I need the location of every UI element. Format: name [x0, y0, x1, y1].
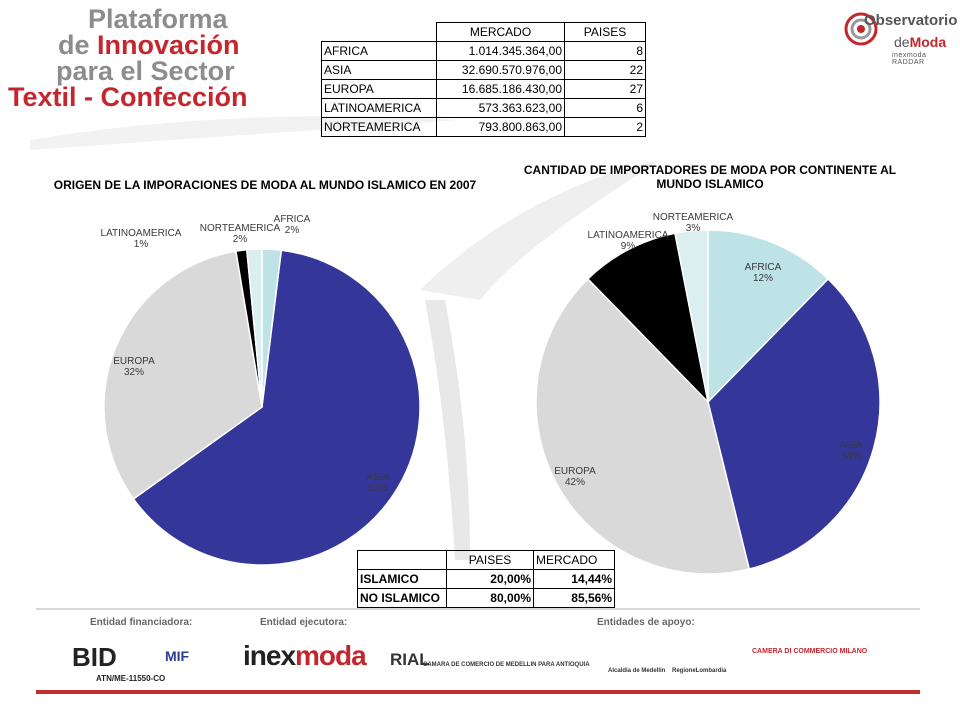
slice-pct-africa: 2%	[284, 225, 300, 236]
chart-title-origen: ORIGEN DE LA IMPORACIONES DE MODA AL MUNDO ISLAMICO EN 2007	[53, 178, 477, 192]
table-cell: AFRICA	[322, 42, 437, 61]
table-cell: 32.690.570.976,00	[437, 61, 565, 80]
slice-pct-asia: 34%	[840, 451, 862, 462]
alcaldia-logo: Alcaldía de Medellín	[608, 668, 666, 674]
slice-pct-latinoamerica: 1%	[133, 239, 149, 250]
table-cell: 20,00%	[447, 570, 534, 589]
bid-logo: BID	[72, 642, 117, 672]
table-cell: 16.685.186.430,00	[437, 80, 565, 99]
table-cell: 1.014.345.364,00	[437, 42, 565, 61]
table-cell: 80,00%	[447, 589, 534, 608]
footer-red-line	[36, 690, 920, 694]
slice-pct-europa: 32%	[123, 367, 145, 378]
slice-label-africa: AFRICA	[744, 262, 782, 273]
slice-label-latinoamerica: LATINOAMERICA	[587, 230, 669, 241]
slice-label-norteamerica: NORTEAMERICA	[652, 212, 734, 223]
slice-pct-europa: 42%	[564, 477, 586, 488]
table-cell: NORTEAMERICA	[322, 118, 437, 137]
table-cell: 793.800.863,00	[437, 118, 565, 137]
logo-sub-text: inexmoda RADDAR	[892, 52, 927, 66]
slice-label-europa: EUROPA	[113, 356, 155, 367]
observatorio-text: Observatorio	[864, 12, 958, 29]
pie-chart-1	[536, 212, 880, 574]
table-header-cell	[358, 551, 447, 570]
de-moda-text: deModa	[894, 34, 947, 50]
regione-lombardia-logo: RegioneLombardia	[672, 668, 727, 674]
table-header-cell: MERCADO	[534, 551, 615, 570]
table-header-cell: PAISES	[447, 551, 534, 570]
table-header-row	[358, 551, 615, 570]
camara-comercio-logo: CAMARA DE COMERCIO DE MEDELLIN PARA ANTIOQUIA	[423, 662, 590, 668]
logo-line-4: Textil - Confección	[8, 82, 248, 112]
pie-chart-0	[101, 214, 420, 565]
slice-label-asia: ASIA	[366, 472, 390, 483]
table-cell: 573.363.623,00	[437, 99, 565, 118]
slice-label-norteamerica: NORTEAMERICA	[199, 223, 281, 234]
slice-label-latinoamerica: LATINOAMERICA	[100, 228, 182, 239]
slice-pct-norteamerica: 2%	[232, 234, 248, 245]
logo-line-1: Plataforma	[88, 4, 228, 34]
table-cell: 6	[565, 99, 646, 118]
slice-label-asia: ASIA	[839, 440, 863, 451]
table-cell: LATINOAMERICA	[322, 99, 437, 118]
table-cell: EUROPA	[322, 80, 437, 99]
footer-divider	[36, 608, 920, 610]
table-header-cell: MERCADO	[437, 23, 565, 42]
islamic-table	[357, 550, 615, 608]
table-cell: 85,56%	[534, 589, 615, 608]
table-cell: 27	[565, 80, 646, 99]
table-cell: ISLAMICO	[358, 570, 447, 589]
slice-label-europa: EUROPA	[554, 466, 596, 477]
table-cell: NO ISLAMICO	[358, 589, 447, 608]
financiadora-label: Entidad financiadora:	[90, 617, 193, 628]
table-cell: 2	[565, 118, 646, 137]
apoyo-label: Entidades de apoyo:	[597, 617, 695, 628]
inexmoda-logo: inexmoda	[243, 640, 366, 671]
slice-pct-latinoamerica: 9%	[620, 241, 636, 252]
bid-code: ATN/ME-11550-CO	[96, 674, 166, 683]
slice-label-africa: AFRICA	[273, 214, 311, 225]
chart-title-cantidad: CANTIDAD DE IMPORTADORES DE MODA POR CONTINENTE AL MUNDO ISLAMICO	[523, 163, 897, 191]
slice-pct-asia: 63%	[367, 483, 389, 494]
table-cell: 22	[565, 61, 646, 80]
slice-pct-africa: 12%	[752, 273, 774, 284]
ejecutora-label: Entidad ejecutora:	[260, 617, 348, 628]
table-cell: 14,44%	[534, 570, 615, 589]
logo-line-3: para el Sector	[56, 56, 235, 86]
table-row	[358, 589, 615, 608]
camera-milano-logo: CAMERA DI COMMERCIO MILANO	[752, 648, 868, 655]
logo-line-2: de Innovación	[58, 30, 240, 60]
table-cell: ASIA	[322, 61, 437, 80]
table-row	[358, 570, 615, 589]
mif-logo: MIF	[165, 648, 190, 664]
table-cell: 8	[565, 42, 646, 61]
table-header-cell: PAISES	[565, 23, 646, 42]
rial-logo: RIAL	[390, 650, 430, 669]
slice-pct-norteamerica: 3%	[685, 223, 701, 234]
